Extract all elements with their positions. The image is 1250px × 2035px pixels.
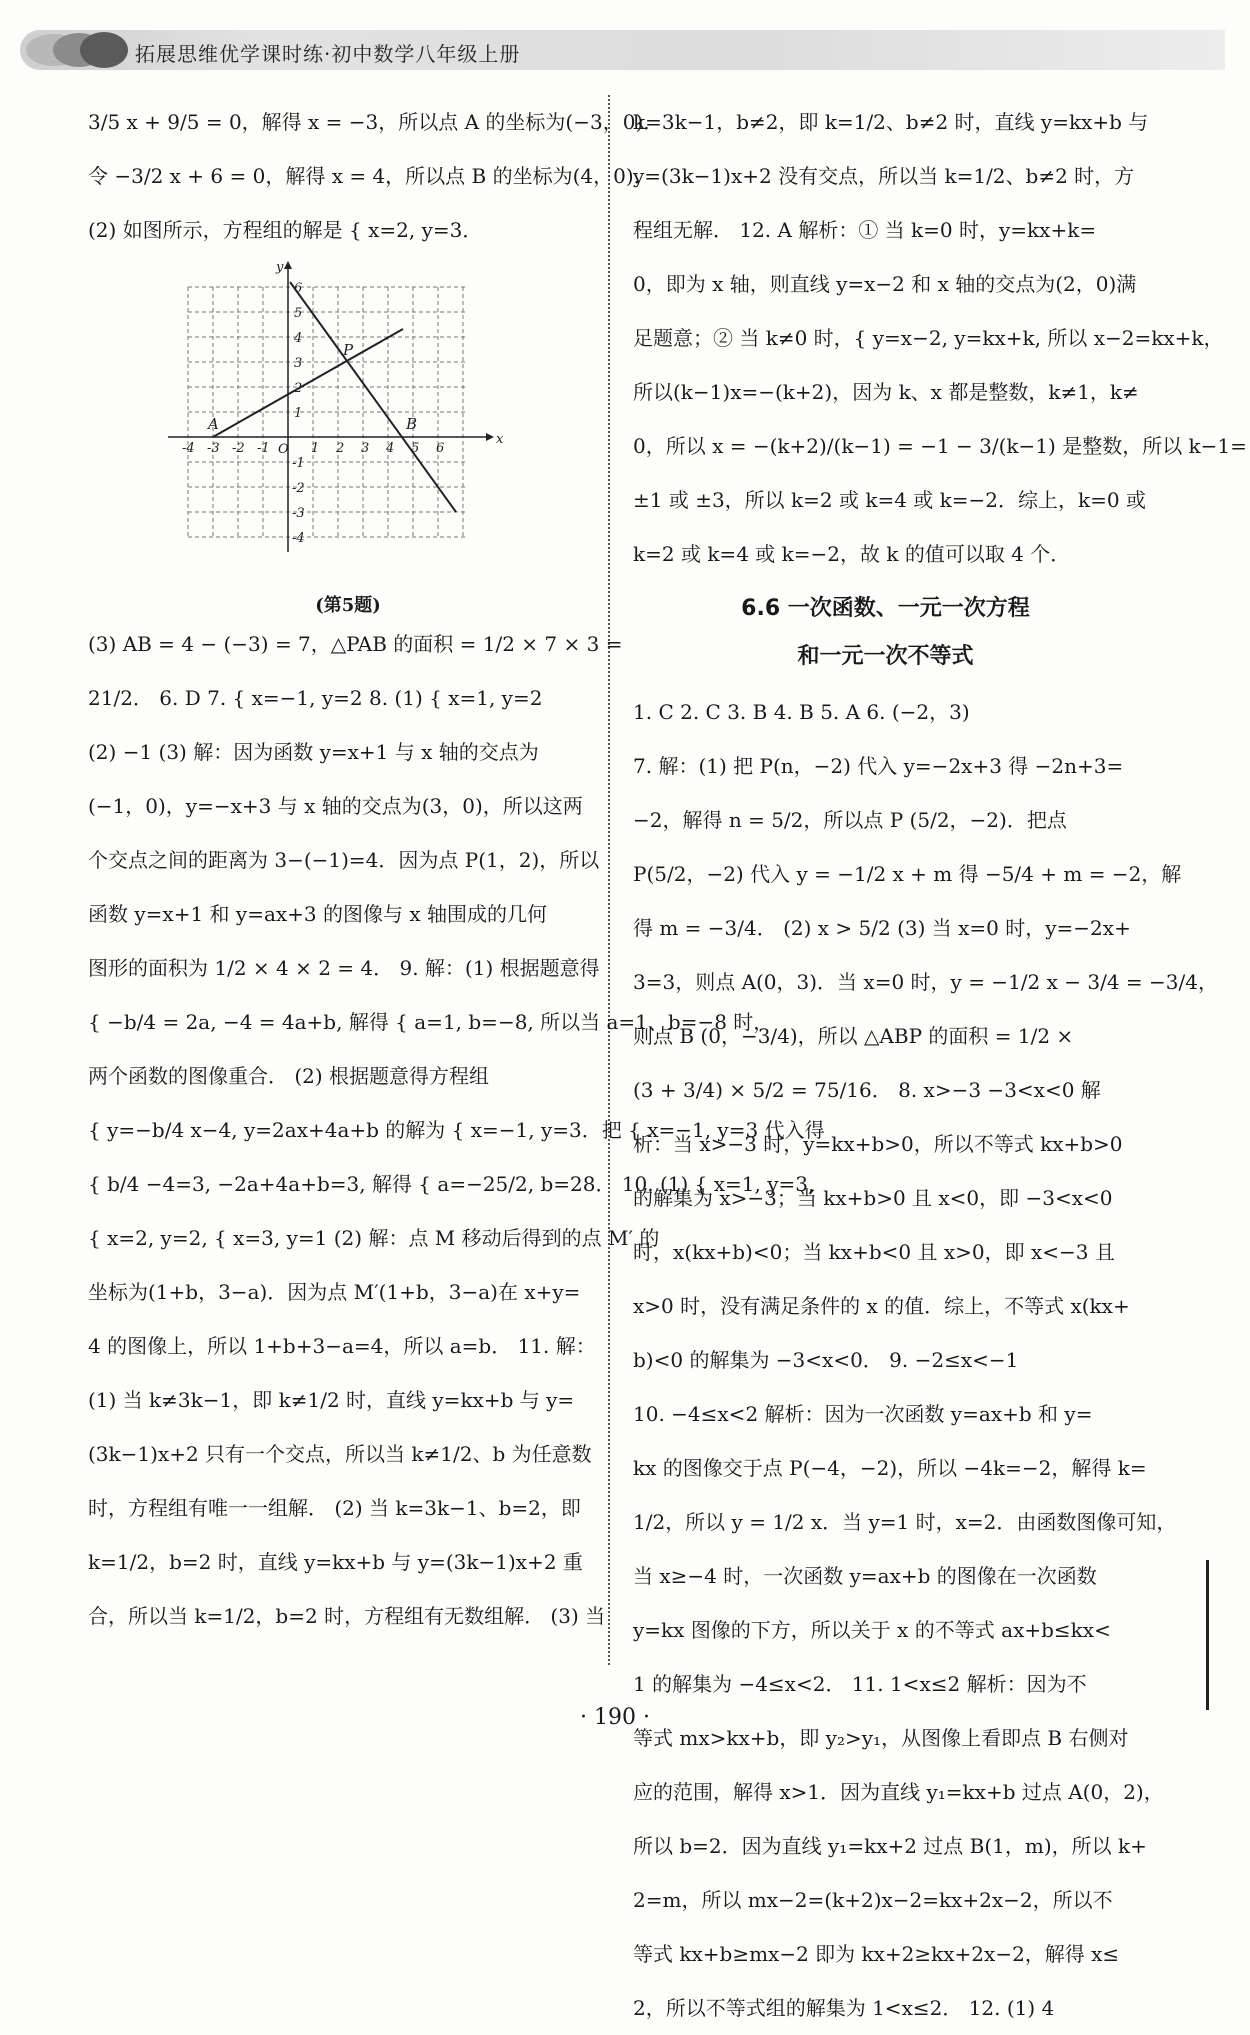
text-line: 0，所以 x = −(k+2)/(k−1) = −1 − 3/(k−1) 是整数，所以 k−1= xyxy=(633,434,1247,458)
tick-label: 6 xyxy=(294,281,303,296)
text-line: 10. −4≤x<2 解析：因为一次函数 y=ax+b 和 y= xyxy=(633,1402,1093,1426)
text-line: 两个函数的图像重合． (2) 根据题意得方程组 xyxy=(88,1064,490,1088)
text-line: 3/5 x + 9/5 = 0，解得 x = −3，所以点 A 的坐标为(−3，0)． xyxy=(88,110,664,134)
tick-label: -1 xyxy=(257,441,270,456)
text-line: 所以 b=2．因为直线 y₁=kx+2 过点 B(1，m)，所以 k+ xyxy=(633,1834,1147,1858)
line-y-minus-3-2x-plus-6 xyxy=(290,282,456,512)
text-line: 个交点之间的距离为 3−(−1)=4．因为点 P(1，2)，所以 xyxy=(88,848,600,872)
text-line: 4 的图像上，所以 1+b+3−a=4，所以 a=b． 11. 解： xyxy=(88,1334,596,1358)
text-line: { y=−b/4 x−4, y=2ax+4a+b 的解为 { x=−1, y=3．把 { x=−1, y=3 代入得 xyxy=(88,1118,825,1142)
text-line: 则点 B (0，−3/4)，所以 △ABP 的面积 = 1/2 × xyxy=(633,1024,1074,1048)
text-line: kx 的图像交于点 P(−4，−2)，所以 −4k=−2，解得 k= xyxy=(633,1456,1147,1480)
tick-label: 4 xyxy=(386,441,395,456)
text-line: 足题意；② 当 k≠0 时，{ y=x−2, y=kx+k, 所以 x−2=kx+k， xyxy=(633,326,1224,350)
text-line: 21/2． 6. D 7. { x=−1, y=2 8. (1) { x=1, y=2 xyxy=(88,686,543,710)
tick-label: -2 xyxy=(232,441,245,456)
column-divider xyxy=(608,95,610,1665)
text-line: 等式 mx>kx+b，即 y₂>y₁，从图像上看即点 B 右侧对 xyxy=(633,1726,1129,1750)
text-line: (−1，0)，y=−x+3 与 x 轴的交点为(3，0)，所以这两 xyxy=(88,794,583,818)
text-line: y=(3k−1)x+2 没有交点，所以当 k=1/2、b≠2 时，方 xyxy=(633,164,1135,188)
tick-label: -4 xyxy=(182,441,195,456)
tick-label: 5 xyxy=(294,306,303,321)
text-line: ±1 或 ±3，所以 k=2 或 k=4 或 k=−2．综上，k=0 或 xyxy=(633,488,1146,512)
section-title: 6.6 一次函数、一元一次方程 xyxy=(741,596,1030,621)
text-line: { b/4 −4=3, −2a+4a+b=3, 解得 { a=−25/2, b=28． 10. (1) { x=1, y=3, xyxy=(88,1172,815,1196)
text-line: b)<0 的解集为 −3<x<0． 9. −2≤x<−1 xyxy=(633,1348,1019,1372)
tick-label: -3 xyxy=(292,506,305,521)
text-line: 7. 解：(1) 把 P(n，−2) 代入 y=−2x+3 得 −2n+3= xyxy=(633,754,1124,778)
tick-label: -3 xyxy=(207,441,220,456)
tick-labels xyxy=(182,260,504,546)
text-line: 程组无解． 12. A 解析：① 当 k=0 时，y=kx+k= xyxy=(633,218,1097,242)
point-A-label: A xyxy=(208,415,219,433)
text-line: 当 x≥−4 时，一次函数 y=ax+b 的图像在一次函数 xyxy=(633,1564,1097,1588)
text-line: 1/2，所以 y = 1/2 x．当 y=1 时，x=2．由函数图像可知， xyxy=(633,1510,1177,1534)
text-line: 等式 kx+b≥mx−2 即为 kx+2≥kx+2x−2，解得 x≤ xyxy=(633,1942,1120,1966)
text-line: 图形的面积为 1/2 × 4 × 2 = 4． 9. 解：(1) 根据题意得 xyxy=(88,956,600,980)
text-line: (3k−1)x+2 只有一个交点，所以当 k≠1/2、b 为任意数 xyxy=(88,1442,592,1466)
tick-label: -2 xyxy=(292,481,305,496)
text-line: (1) 当 k≠3k−1，即 k≠1/2 时，直线 y=kx+b 与 y= xyxy=(88,1388,575,1412)
tick-label: -1 xyxy=(292,456,305,471)
tick-label: 2 xyxy=(294,381,303,396)
text-line: k=3k−1，b≠2，即 k=1/2、b≠2 时，直线 y=kx+b 与 xyxy=(633,110,1149,134)
tick-label: 3 xyxy=(294,356,303,371)
text-line: 2=m，所以 mx−2=(k+2)x−2=kx+2x−2，所以不 xyxy=(633,1888,1113,1912)
text-line: (3 + 3/4) × 5/2 = 75/16． 8. x>−3 −3<x<0 解 xyxy=(633,1078,1101,1102)
line-y-x-plus-3 xyxy=(213,329,403,437)
text-line: 3=3，则点 A(0，3)．当 x=0 时，y = −1/2 x − 3/4 = −3/4， xyxy=(633,970,1218,994)
y-axis-arrow-icon xyxy=(284,261,292,269)
text-line: 坐标为(1+b，3−a)．因为点 M′(1+b，3−a)在 x+y= xyxy=(88,1280,581,1304)
text-line: 函数 y=x+1 和 y=ax+3 的图像与 x 轴围成的几何 xyxy=(88,902,547,926)
text-line: 所以(k−1)x=−(k+2)，因为 k、x 都是整数，k≠1，k≠ xyxy=(633,380,1139,404)
text-line: { x=2, y=2, { x=3, y=1 (2) 解：点 M 移动后得到的点 M′ 的 xyxy=(88,1226,660,1250)
tick-label: 5 xyxy=(411,441,420,456)
tick-label: 4 xyxy=(294,331,303,346)
point-P-label: P xyxy=(343,341,354,359)
origin-label: O xyxy=(278,442,289,457)
text-line: k=2 或 k=4 或 k=−2，故 k 的值可以取 4 个． xyxy=(633,542,1071,566)
tick-label: 1 xyxy=(294,406,303,421)
coordinate-graph xyxy=(168,257,528,597)
text-line: y=kx 图像的下方，所以关于 x 的不等式 ax+b≤kx< xyxy=(633,1618,1111,1642)
page-number: · 190 · xyxy=(580,1705,650,1730)
page-edge-rule xyxy=(1206,1560,1209,1710)
text-line: 2，所以不等式组的解集为 1<x≤2． 12. (1) 4 xyxy=(633,1996,1055,2020)
leaf-decoration-icon xyxy=(24,28,134,72)
graph-svg xyxy=(168,257,528,557)
text-line: 的解集为 x>−3；当 kx+b>0 且 x<0，即 −3<x<0 xyxy=(633,1186,1113,1210)
tick-label: 1 xyxy=(311,441,320,456)
right-column xyxy=(633,95,1247,2035)
figure-caption: (第5题) xyxy=(315,595,381,616)
text-line: 析：当 x>−3 时，y=kx+b>0，所以不等式 kx+b>0 xyxy=(633,1132,1123,1156)
section-subtitle: 和一元一次不等式 xyxy=(797,644,974,669)
point-B-label: B xyxy=(406,415,418,433)
x-axis-label: x xyxy=(496,432,504,447)
book-title: 拓展思维优学课时练·初中数学八年级上册 xyxy=(135,42,521,66)
text-line: 1 的解集为 −4≤x<2． 11. 1<x≤2 解析：因为不 xyxy=(633,1672,1087,1696)
text-line: (3) AB = 4 − (−3) = 7，△PAB 的面积 = 1/2 × 7 × 3 = xyxy=(88,632,623,656)
text-line: { −b/4 = 2a, −4 = 4a+b, 解得 { a=1, b=−8, 所以当 a=1、b=−8 时， xyxy=(88,1010,774,1034)
text-line: 应的范围，解得 x>1．因为直线 y₁=kx+b 过点 A(0，2)， xyxy=(633,1780,1164,1804)
text-line: −2，解得 n = 5/2，所以点 P (5/2，−2)．把点 xyxy=(633,808,1067,832)
text-line: 0，即为 x 轴，则直线 y=x−2 和 x 轴的交点为(2，0)满 xyxy=(633,272,1137,296)
grid xyxy=(188,287,468,537)
text-line: 时，x(kx+b)<0；当 kx+b<0 且 x>0，即 x<−3 且 xyxy=(633,1240,1115,1264)
text-line: k=1/2，b=2 时，直线 y=kx+b 与 y=(3k−1)x+2 重 xyxy=(88,1550,583,1574)
x-axis-arrow-icon xyxy=(486,433,494,441)
text-line: (2) −1 (3) 解：因为函数 y=x+1 与 x 轴的交点为 xyxy=(88,740,539,764)
tick-label: -4 xyxy=(292,531,305,546)
text-line: P(5/2，−2) 代入 y = −1/2 x + m 得 −5/4 + m = −2，解 xyxy=(633,862,1182,886)
text-line: (2) 如图所示，方程组的解是 { x=2, y=3． xyxy=(88,218,483,242)
text-line: 合，所以当 k=1/2，b=2 时，方程组有无数组解． (3) 当 xyxy=(88,1604,606,1628)
tick-label: 3 xyxy=(361,441,370,456)
text-line: x>0 时，没有满足条件的 x 的值．综上，不等式 x(kx+ xyxy=(633,1294,1130,1318)
tick-label: 2 xyxy=(336,441,345,456)
text-line: 时，方程组有唯一一组解． (2) 当 k=3k−1、b=2，即 xyxy=(88,1496,581,1520)
text-line: 令 −3/2 x + 6 = 0，解得 x = 4，所以点 B 的坐标为(4，0)． xyxy=(88,164,654,188)
tick-label: 6 xyxy=(436,441,445,456)
text-line: 得 m = −3/4． (2) x > 5/2 (3) 当 x=0 时，y=−2x+ xyxy=(633,916,1131,940)
text-line: 1. C 2. C 3. B 4. B 5. A 6. (−2，3) xyxy=(633,700,970,724)
y-axis-label: y xyxy=(276,260,284,275)
